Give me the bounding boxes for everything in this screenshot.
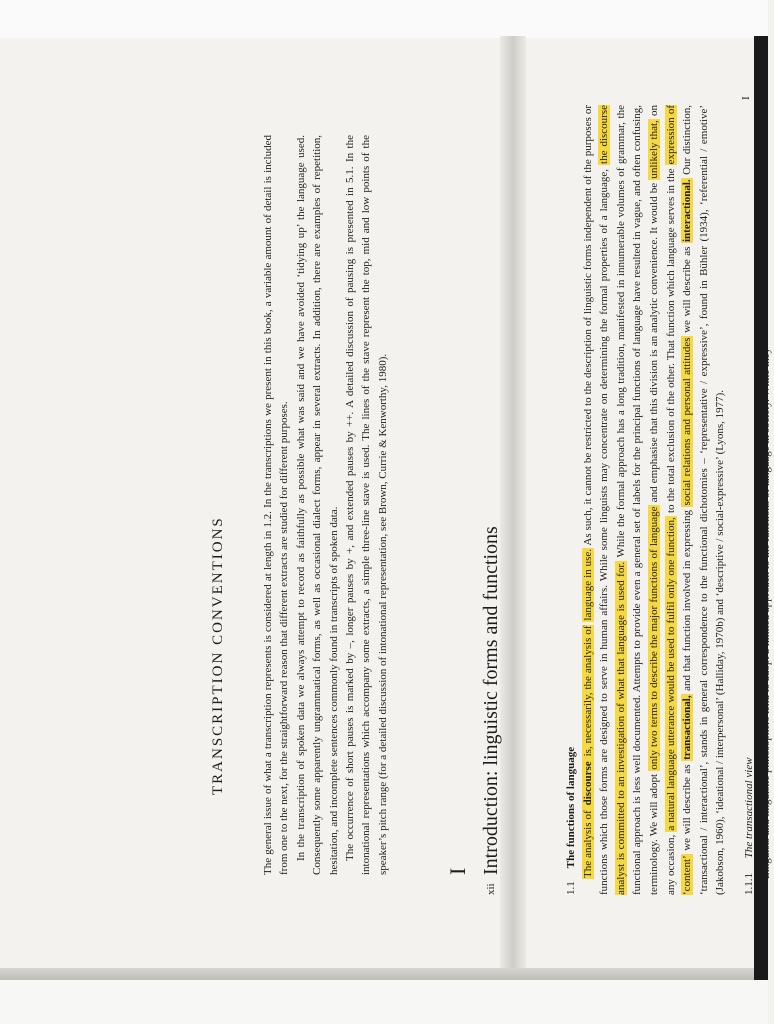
- highlight: only two terms to describe the major functions of language: [647, 506, 660, 770]
- text: While the formal approach has a long tradition, manifested in innumerable volumes of grammar, the functional approach is less well documented. Attempts to provide even a general set of labels for the principal functions of language have resulted in vague, and often confusing, terminology. We will adopt: [614, 105, 660, 895]
- paragraph: The general issue of what a transcription represents is considered at length in 1.2. In the transcriptions we present in this book, a variable amount of detail is included from one to the next, for the straightforward reason that different extracts are studied for different purposes.: [262, 135, 291, 875]
- section-title: The functions of language: [565, 746, 577, 869]
- right-page-body: [563, 105, 774, 895]
- paragraph: [580, 105, 729, 895]
- text: As such, it cannot be restricted to the description of linguistic forms independent of the purposes or functions which those forms are designed to serve in human affairs. While some linguists may concentrate on determining the formal properties of a language,: [581, 105, 611, 895]
- left-page-body: [260, 135, 391, 875]
- subsection-number: 1.1.1: [742, 873, 755, 895]
- page-number: xii: [485, 883, 497, 895]
- chapter-title: Introduction: linguistic forms and functions: [480, 526, 502, 875]
- paragraph: Linguists and linguistic philosophers tend to adopt a limited approach to the functions of language in society. While they: [759, 348, 772, 879]
- text: and emphasise that this division is an analytic convenience. It would be: [647, 179, 660, 506]
- highlight: is, necessarily, the analysis of: [581, 625, 594, 760]
- page-number: I: [740, 96, 752, 100]
- paragraph: In the transcription of spoken data we always attempt to record as faithfully as possible what was said and we have avoided ‘tidying up’ the language used. Consequently some apparently ungrammatical forms, as well as occasional dialect forms, appear in several extracts. In addition, there are examples of repetition, hesitation, and incomplete sentences commonly found in transcripts of spoken data.: [294, 135, 340, 875]
- highlight: the discourse analyst is committed to an investigation of what that language is used for.: [598, 104, 627, 895]
- highlight: The analysis of: [581, 807, 594, 878]
- highlight: language in use.: [581, 548, 594, 621]
- paragraph: The occurrence of short pauses is marked by –, longer pauses by +, and extended pauses by ++. A detailed discussion of pausing is presented in 5.1. In the intonational representations which accompany some extracts, a simple three-line stave is used. The lines of the stave represent the top, mid and low points of the speaker’s pitch range (for a detailed discussion of intonational representation, see Brown, Currie & Kenworthy, 1980).: [344, 135, 389, 875]
- text: on any occasion,: [647, 105, 677, 895]
- text: we will describe as: [681, 243, 694, 337]
- scan-margin-top: [0, 0, 768, 38]
- section-heading: [563, 105, 580, 895]
- chapter-number: I: [445, 867, 470, 875]
- scan-margin-bottom: [0, 980, 768, 1024]
- subsection-title: The transactional view: [742, 757, 755, 859]
- bold-term: discourse: [581, 761, 594, 806]
- highlight: expression of ‘content’: [664, 105, 694, 895]
- running-head: TRANSCRIPTION CONVENTIONS: [210, 516, 226, 795]
- text: we will describe as: [681, 760, 694, 855]
- text: to the total exclusion of the other. That function which language serves in the: [664, 165, 677, 517]
- bold-term: transactional,: [681, 695, 694, 760]
- subsection-heading: [741, 105, 758, 895]
- text: Our distinction, ‘transactional / interactional’, stands in general correspondence to the functional dichotomies – ‘representative / expressive’, found in Bühler (1934), ‘referential / emotive’ (Jakobson, 1960), ‘ideational / interpersonal’ (Halliday, 1970b) and ‘descriptive / social-expressive’ (Lyons, 1977).: [681, 104, 727, 895]
- section-number: 1.1: [565, 881, 577, 895]
- highlight: a natural language utterance would be used to fulfil only one function,: [664, 517, 677, 831]
- highlight: social relations and personal attitudes: [681, 337, 694, 506]
- left-page: [210, 90, 510, 895]
- text: and that function involved in expressing: [681, 506, 694, 695]
- bold-term: interactional.: [681, 179, 694, 242]
- highlight: unlikely that,: [647, 120, 660, 179]
